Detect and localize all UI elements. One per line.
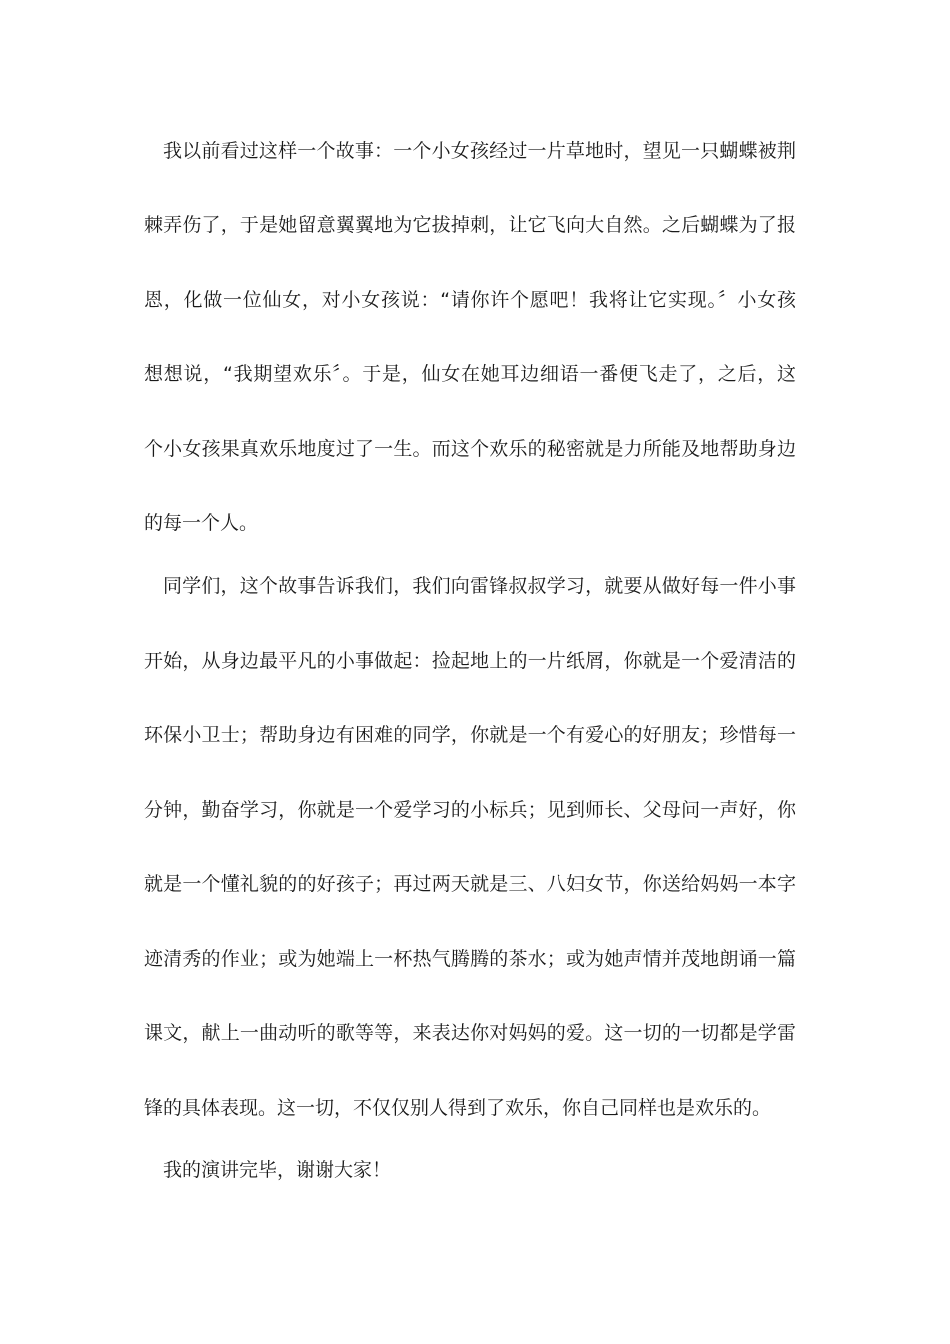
text-line: 锋的具体表现。这一切，不仅仅别人得到了欢乐，你自己同样也是欢乐的。 bbox=[144, 1097, 772, 1119]
text-line: 我的演讲完毕，谢谢大家！ bbox=[163, 1159, 392, 1181]
text-line: 的每一个人。 bbox=[144, 512, 259, 534]
text-line: 恩，化做一位仙女，对小女孩说：“请你许个愿吧！我将让它实现。〞小女孩 bbox=[144, 289, 796, 311]
text-line: 环保小卫士；帮助身边有困难的同学，你就是一个有爱心的好朋友；珍惜每一 bbox=[144, 724, 796, 746]
text-line: 就是一个懂礼貌的的好孩子；再过两天就是三、八妇女节，你送给妈妈一本字 bbox=[144, 873, 796, 895]
text-line: 棘弄伤了，于是她留意翼翼地为它拔掉刺，让它飞向大自然。之后蝴蝶为了报 bbox=[144, 214, 796, 236]
text-line: 想想说，“我期望欢乐〞。于是，仙女在她耳边细语一番便飞走了，之后，这 bbox=[144, 363, 796, 385]
text-line: 开始，从身边最平凡的小事做起：捡起地上的一片纸屑，你就是一个爱清洁的 bbox=[144, 650, 796, 672]
text-line: 分钟，勤奋学习，你就是一个爱学习的小标兵；见到师长、父母问一声好，你 bbox=[144, 799, 796, 821]
text-line: 同学们，这个故事告诉我们，我们向雷锋叔叔学习，就要从做好每一件小事 bbox=[163, 575, 796, 597]
text-line: 我以前看过这样一个故事：一个小女孩经过一片草地时，望见一只蝴蝶被荆 bbox=[163, 140, 796, 162]
text-line: 课文，献上一曲动听的歌等等，来表达你对妈妈的爱。这一切的一切都是学雷 bbox=[144, 1022, 796, 1044]
text-line: 迹清秀的作业；或为她端上一杯热气腾腾的茶水；或为她声情并茂地朗诵一篇 bbox=[144, 948, 796, 970]
text-line: 个小女孩果真欢乐地度过了一生。而这个欢乐的秘密就是力所能及地帮助身边 bbox=[144, 438, 796, 460]
